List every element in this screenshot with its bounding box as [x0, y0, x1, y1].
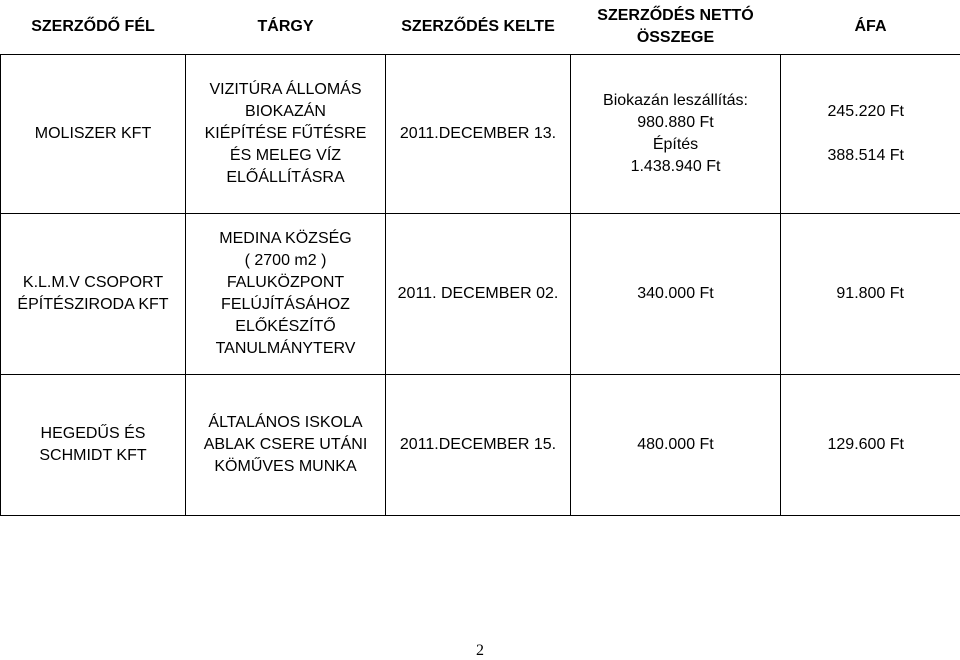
subject-line: FALUKÖZPONT: [190, 272, 381, 294]
header-vat: ÁFA: [781, 0, 960, 55]
subject-line: VIZITÚRA ÁLLOMÁS: [190, 79, 381, 101]
party-name: HEGEDŰS ÉS: [5, 423, 181, 445]
amount-line: 340.000 Ft: [637, 285, 714, 302]
subject-line: MEDINA KÖZSÉG: [190, 228, 381, 250]
cell-vat: [781, 55, 960, 214]
cell-amount: [571, 55, 781, 214]
amount-line: 980.880 Ft: [575, 112, 776, 134]
subject-line: KIÉPÍTÉSE FŰTÉSRE: [190, 123, 381, 145]
cell-date: [386, 55, 571, 214]
table-row: [1, 55, 960, 214]
vat-line: 388.514 Ft: [785, 145, 904, 167]
cell-subject: [186, 375, 386, 516]
party-name: ÉPÍTÉSZIRODA KFT: [5, 294, 181, 316]
contract-date: 2011. DECEMBER 02.: [398, 285, 559, 302]
cell-subject: [186, 214, 386, 375]
vat-spacer: [785, 123, 904, 145]
subject-line: ( 2700 m2 ): [190, 250, 381, 272]
cell-vat: [781, 214, 960, 375]
subject-line: FELÚJÍTÁSÁHOZ: [190, 294, 381, 316]
subject-line: ELŐÁLLÍTÁSRA: [190, 167, 381, 189]
amount-line: Építés: [575, 134, 776, 156]
cell-party: [1, 375, 186, 516]
subject-line: ÁLTALÁNOS ISKOLA: [190, 412, 381, 434]
subject-line: KÖMŰVES MUNKA: [190, 456, 381, 478]
party-name: K.L.M.V CSOPORT: [5, 272, 181, 294]
header-amount: [571, 0, 781, 55]
header-row: [1, 0, 960, 55]
subject-line: BIOKAZÁN: [190, 101, 381, 123]
amount-line: Biokazán leszállítás:: [575, 90, 776, 112]
cell-party: [1, 214, 186, 375]
subject-line: ELŐKÉSZÍTŐ: [190, 316, 381, 338]
contract-date: 2011.DECEMBER 15.: [400, 436, 556, 453]
cell-amount: [571, 214, 781, 375]
cell-date: [386, 375, 571, 516]
subject-line: ÉS MELEG VÍZ: [190, 145, 381, 167]
contract-date: 2011.DECEMBER 13.: [400, 125, 556, 142]
vat-line: 129.600 Ft: [828, 436, 905, 453]
party-name: SCHMIDT KFT: [5, 445, 181, 467]
header-subject: TÁRGY: [186, 0, 386, 55]
cell-date: [386, 214, 571, 375]
amount-line: 1.438.940 Ft: [575, 156, 776, 178]
vat-line: 91.800 Ft: [836, 285, 904, 302]
subject-line: TANULMÁNYTERV: [190, 338, 381, 360]
cell-amount: [571, 375, 781, 516]
header-date: SZERZŐDÉS KELTE: [386, 0, 571, 55]
page-number: 2: [0, 642, 960, 660]
vat-line: 245.220 Ft: [785, 101, 904, 123]
table-row: [1, 375, 960, 516]
header-amount-text: SZERZŐDÉS NETTÓ ÖSSZEGE: [575, 5, 777, 49]
amount-line: 480.000 Ft: [637, 436, 714, 453]
subject-line: ABLAK CSERE UTÁNI: [190, 434, 381, 456]
table-row: [1, 214, 960, 375]
cell-vat: [781, 375, 960, 516]
cell-party: [1, 55, 186, 214]
header-party: SZERZŐDŐ FÉL: [1, 0, 186, 55]
cell-subject: [186, 55, 386, 214]
party-name: MOLISZER KFT: [35, 125, 151, 142]
